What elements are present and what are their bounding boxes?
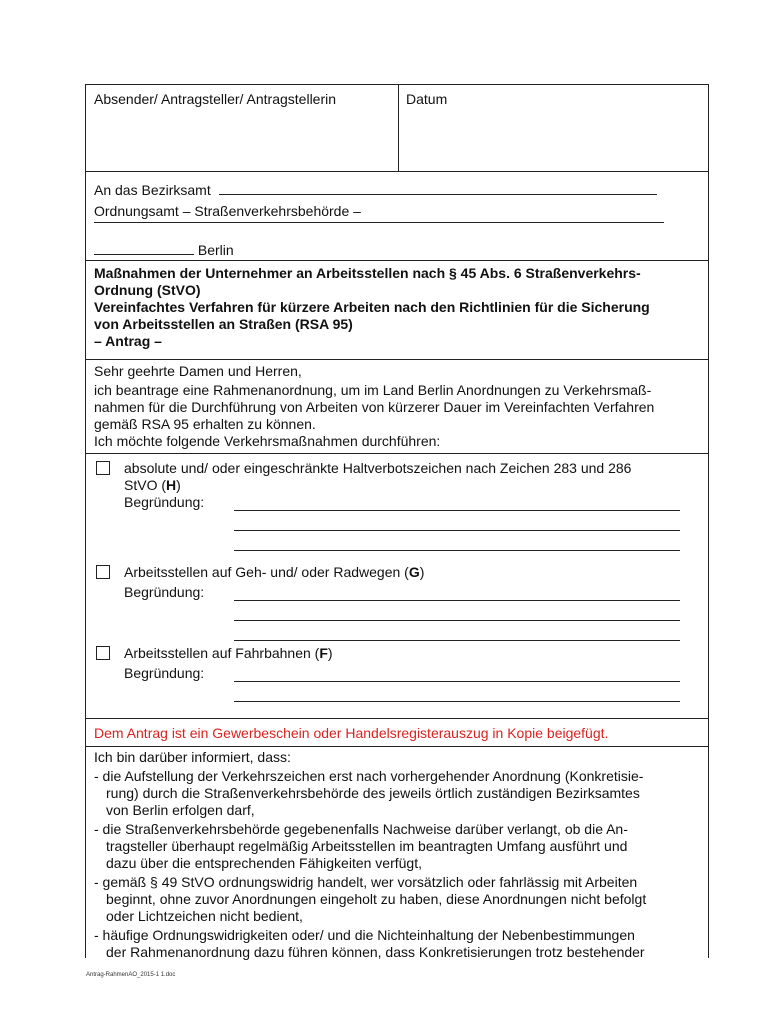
form-frame xyxy=(85,84,709,958)
title-line-1: Maßnahmen der Unternehmer an Arbeitsstellen nach § 45 Abs. 6 Straßenverkehrs- xyxy=(94,265,641,281)
code-f: F xyxy=(319,645,328,661)
reason-line-haltverbot-1[interactable] xyxy=(234,510,680,511)
info-bullet-3 xyxy=(94,874,684,925)
intro-line-4: Ich möchte folgende Verkehrsmaßnahmen durchführen: xyxy=(94,433,441,449)
option-haltverbot-line-2: StVO (H) xyxy=(124,477,181,493)
address-line-1-text: An das Bezirksamt xyxy=(94,182,211,198)
info-bullet-4-line-1: - häufige Ordnungswidrigkeiten oder/ und die Nichteinhaltung der Nebenbestimmungen xyxy=(94,927,635,943)
info-bullet-3-line-2: beginnt, ohne zuvor Anordnungen eingeholt zu haben, diese Anordnungen nicht befolgt xyxy=(106,891,647,907)
info-bullet-2 xyxy=(94,821,684,872)
address-line-2: Ordnungsamt – Straßenverkehrsbehörde – xyxy=(94,203,361,219)
intro-row xyxy=(86,360,708,454)
address-blank-line[interactable] xyxy=(94,222,664,223)
reason-label-haltverbot: Begründung: xyxy=(124,494,205,510)
address-row xyxy=(86,172,708,261)
reason-line-haltverbot-2[interactable] xyxy=(234,530,680,531)
option-haltverbot-label xyxy=(124,460,631,494)
code-h: H xyxy=(166,477,177,493)
reason-label-fahrbahn: Begründung: xyxy=(124,665,205,681)
title-row xyxy=(86,261,708,360)
option-fahrbahn-label: Arbeitsstellen auf Fahrbahnen (F) xyxy=(124,645,333,661)
reason-label-gehweg: Begründung: xyxy=(124,584,205,600)
info-text xyxy=(94,749,684,961)
reason-line-fahrbahn-1[interactable] xyxy=(234,681,680,682)
info-bullet-1-line-1: - die Aufstellung der Verkehrszeichen erst nach vorhergehender Anordnung (Konkretisie- xyxy=(94,768,644,784)
checkbox-gehweg[interactable] xyxy=(96,565,110,579)
intro-line-2: nahmen für die Durchführung von Arbeiten von kürzerer Dauer im Vereinfachten Verfahren xyxy=(94,399,655,415)
address-city: Berlin xyxy=(197,242,234,258)
title-line-4: von Arbeitsstellen an Straßen (RSA 95) xyxy=(94,316,353,332)
checkbox-fahrbahn[interactable] xyxy=(96,646,110,660)
reason-line-haltverbot-3[interactable] xyxy=(234,550,680,551)
notice-row xyxy=(86,719,708,747)
checkbox-haltverbot[interactable] xyxy=(96,461,110,475)
address-line-1 xyxy=(94,182,657,199)
footer-filename: Antrag-RahmenAO_2015-1 1.doc xyxy=(86,972,176,978)
attachment-notice: Dem Antrag ist ein Gewerbeschein oder Handelsregisterauszug in Kopie beigefügt. xyxy=(94,725,609,741)
code-g: G xyxy=(408,564,420,580)
info-bullet-1-line-2: rung) durch die Straßenverkehrsbehörde des jeweils örtlich zuständigen Bezirksamtes xyxy=(106,785,640,801)
info-bullet-4-line-2: der Rahmenanordnung dazu führen können, dass Konkretisierungen trotz bestehender xyxy=(106,944,645,960)
title-line-2: Ordnung (StVO) xyxy=(94,282,201,298)
intro-line-1: ich beantrage eine Rahmenanordnung, um im Land Berlin Anordnungen zu Verkehrsmaß- xyxy=(94,382,652,398)
address-city-line xyxy=(94,242,234,259)
option-gehweg-label: Arbeitsstellen auf Geh- und/ oder Radwegen (G) xyxy=(124,564,425,580)
sender-label: Absender/ Antragsteller/ Antragstellerin xyxy=(94,91,337,107)
sender-field[interactable] xyxy=(86,85,399,171)
options-row xyxy=(86,454,708,719)
intro-line-3: gemäß RSA 95 erhalten zu können. xyxy=(94,416,316,432)
info-bullet-2-line-3: dazu über die entsprechenden Fähigkeiten verfügt, xyxy=(106,855,422,871)
info-bullet-1-line-3: von Berlin erfolgen darf, xyxy=(106,802,255,818)
info-bullet-3-line-1: - gemäß § 49 StVO ordnungswidrig handelt, wer vorsätzlich oder fahrlässig mit Arbeiten xyxy=(94,874,638,890)
reason-line-gehweg-1[interactable] xyxy=(234,600,680,601)
reason-line-fahrbahn-2[interactable] xyxy=(234,701,680,702)
intro-greeting: Sehr geehrte Damen und Herren, xyxy=(94,363,302,379)
option-haltverbot-line-1: absolute und/ oder eingeschränkte Haltverbotszeichen nach Zeichen 283 und 286 xyxy=(124,460,632,476)
info-bullet-2-line-2: tragsteller überhaupt regelmäßig Arbeitsstellen im beantragten Umfang ausführt und xyxy=(106,838,628,854)
intro-text xyxy=(94,363,698,450)
postcode-input-line[interactable] xyxy=(94,242,194,255)
form-title xyxy=(94,265,698,350)
reason-line-gehweg-3[interactable] xyxy=(234,640,680,641)
title-line-3: Vereinfachtes Verfahren für kürzere Arbeiten nach den Richtlinien für die Sicherung xyxy=(94,299,650,315)
info-bullet-4 xyxy=(94,927,684,961)
title-line-5: – Antrag – xyxy=(94,333,162,349)
reason-line-gehweg-2[interactable] xyxy=(234,620,680,621)
info-bullet-2-line-1: - die Straßenverkehrsbehörde gegebenenfalls Nachweise darüber verlangt, ob die An- xyxy=(94,821,628,837)
district-input-line[interactable] xyxy=(219,182,657,195)
date-label: Datum xyxy=(406,91,448,107)
info-heading: Ich bin darüber informiert, dass: xyxy=(94,749,291,765)
sender-date-row xyxy=(86,85,708,172)
info-row xyxy=(86,747,708,959)
info-bullet-1 xyxy=(94,768,684,819)
info-bullet-3-line-3: oder Lichtzeichen nicht bedient, xyxy=(106,908,303,924)
